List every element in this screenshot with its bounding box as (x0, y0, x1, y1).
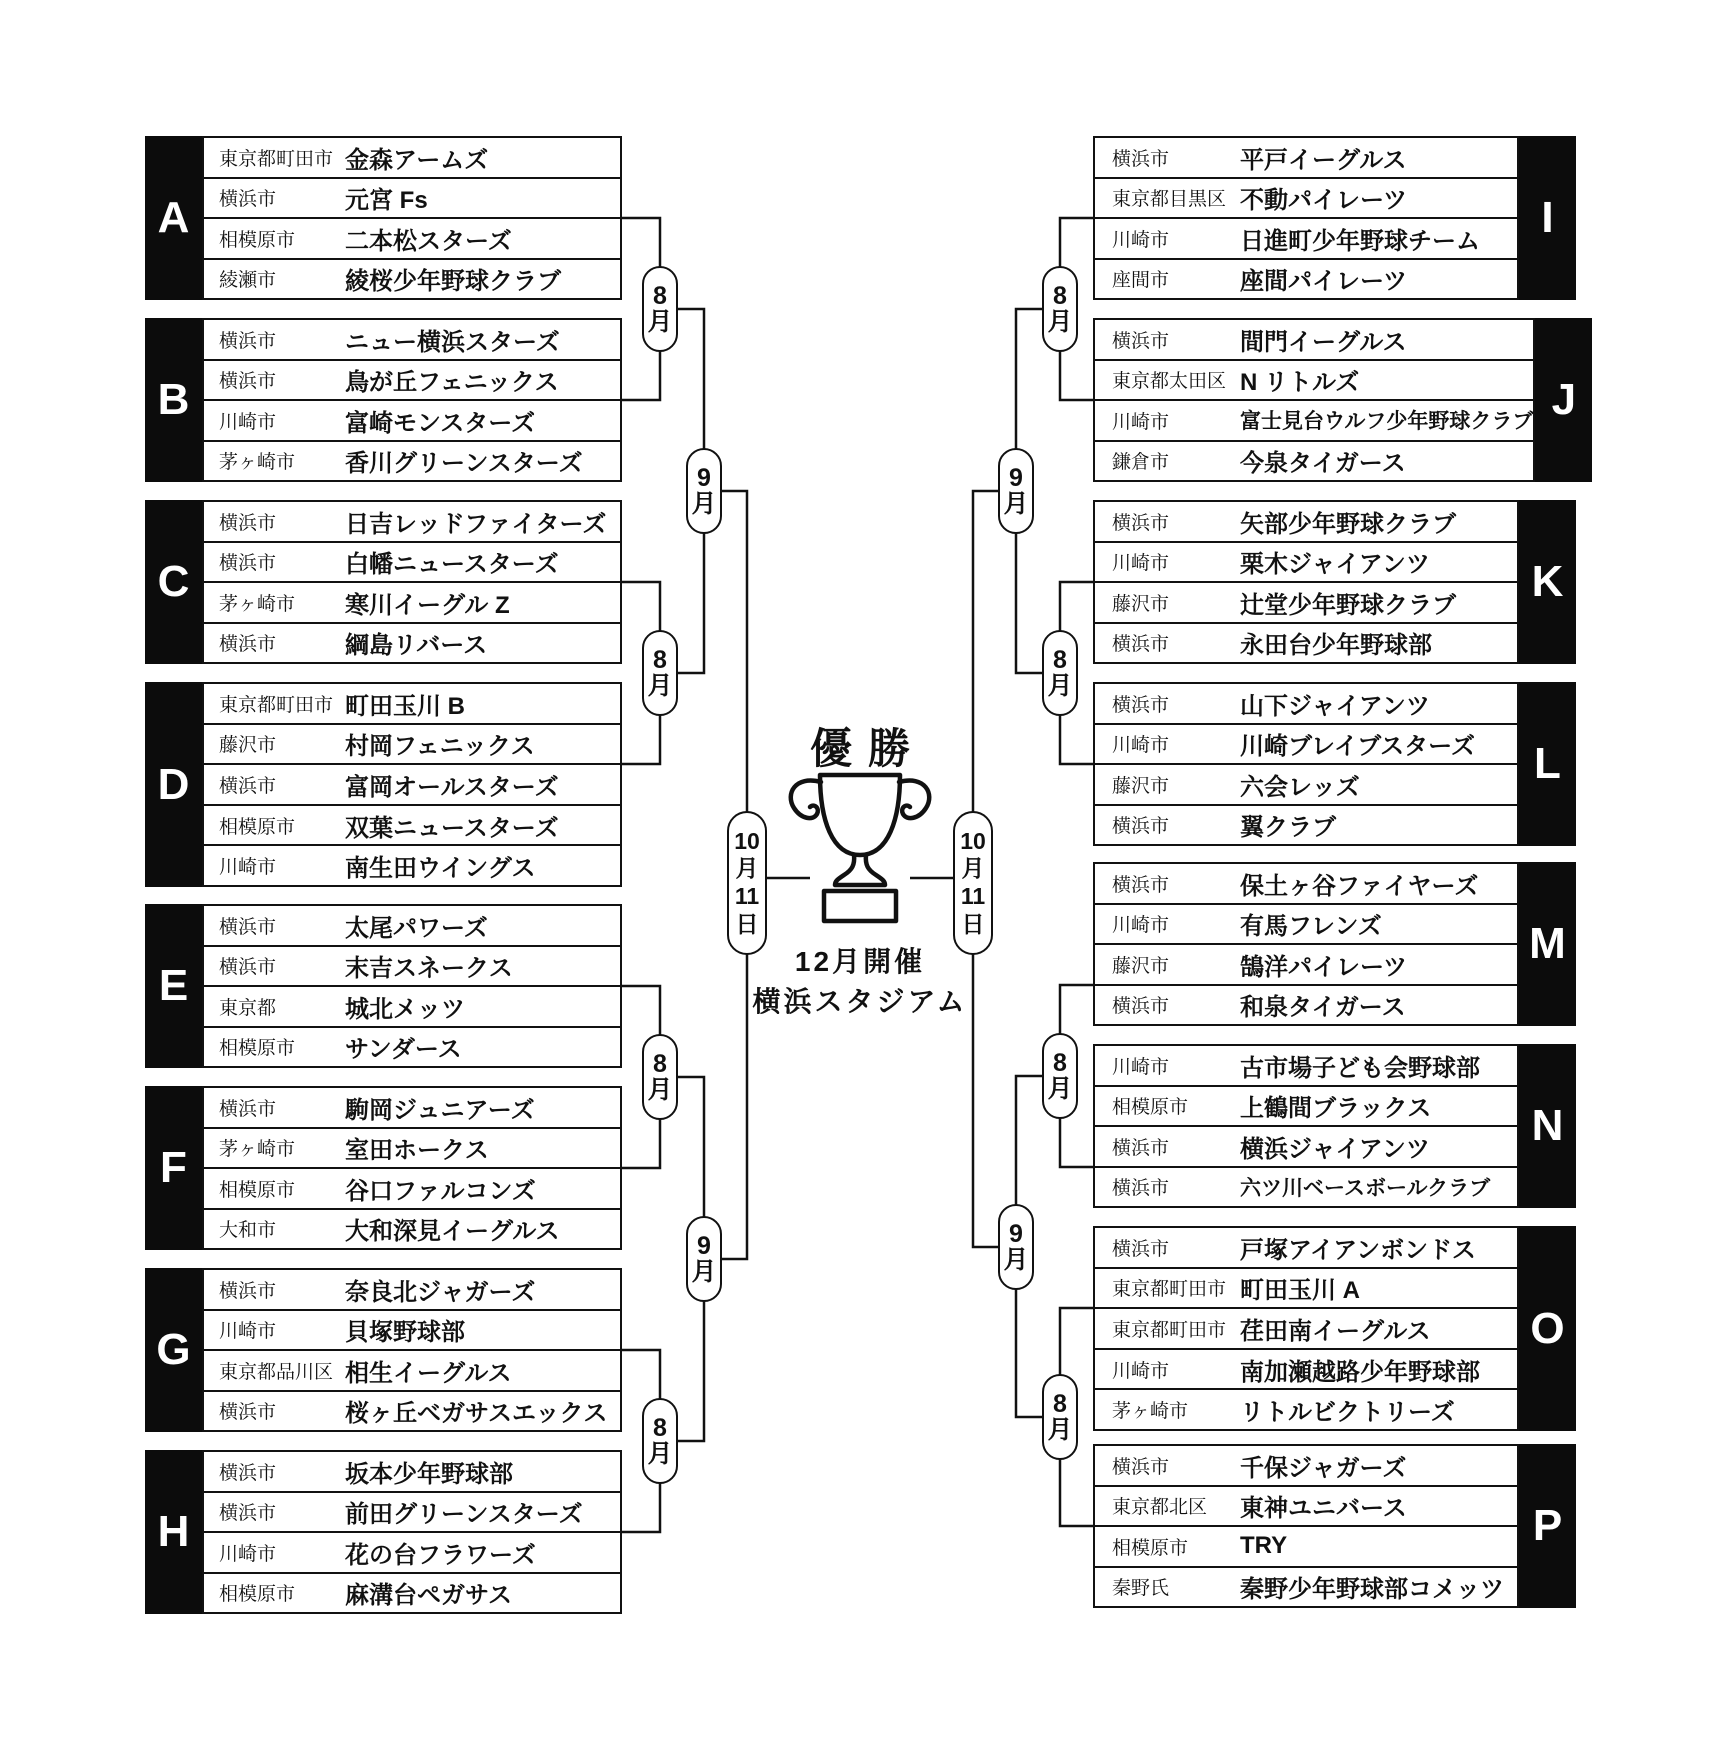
bracket-block-F (145, 1086, 622, 1250)
team-name: 秦野少年野球部コメッツ (1240, 1576, 1504, 1604)
team-city: 横浜市 (219, 1462, 277, 1484)
bracket-block-H (145, 1450, 622, 1614)
match-month-pill (642, 1398, 678, 1484)
team-city: 座間市 (1112, 270, 1170, 292)
team-city: 茅ヶ崎市 (1112, 1401, 1189, 1423)
team-row (204, 1390, 620, 1431)
team-row (204, 1088, 620, 1127)
block-label: E (158, 961, 189, 1010)
pill-char: 月 (647, 308, 673, 336)
team-city: 藤沢市 (1112, 955, 1170, 977)
team-table (1093, 1044, 1519, 1208)
team-name: 綱島リバース (345, 632, 488, 660)
block-label-bar (1519, 500, 1576, 664)
team-table (202, 1268, 622, 1432)
team-row (1095, 1525, 1517, 1566)
match-month-pill (642, 1034, 678, 1120)
final-event-date: 12月開催 (794, 946, 926, 977)
team-row (204, 1167, 620, 1208)
pill-char: 月 (1003, 1246, 1029, 1274)
pill-char: 8 (1053, 645, 1067, 674)
team-city: 横浜市 (219, 1503, 277, 1525)
team-name: 相生イーグルス (345, 1359, 512, 1387)
pill-char: 日 (735, 910, 759, 937)
pill-char: 10 (734, 827, 760, 854)
team-city: 茅ヶ崎市 (219, 593, 296, 615)
pill-char: 8 (653, 1049, 667, 1078)
team-city: 川崎市 (1112, 915, 1170, 937)
team-row (1095, 804, 1517, 845)
team-row (1095, 1307, 1517, 1348)
bracket-block-B (145, 318, 622, 482)
team-city: 川崎市 (1112, 411, 1170, 433)
block-label-bar (1519, 1044, 1576, 1208)
bracket-block-I (1093, 136, 1576, 300)
match-month-pill (1042, 1374, 1078, 1460)
team-name: 前田グリーンスターズ (345, 1501, 583, 1529)
team-row (204, 320, 620, 359)
team-city: 東京都町田市 (219, 148, 334, 170)
team-city: 横浜市 (1112, 874, 1170, 896)
team-city: 横浜市 (219, 330, 277, 352)
team-name: 南生田ウイングス (345, 855, 536, 883)
team-row (1095, 359, 1533, 400)
pill-char: 月 (691, 490, 717, 518)
final-date-pill (727, 811, 767, 955)
team-name: 寒川イーグル Z (345, 591, 510, 619)
team-name: 香川グリーンスターズ (345, 450, 583, 478)
team-table (1093, 1444, 1519, 1608)
pill-char: 8 (653, 645, 667, 674)
team-name: 室田ホークス (345, 1137, 489, 1165)
team-city: 茅ヶ崎市 (219, 452, 296, 474)
block-label-bar (145, 136, 202, 300)
team-city: 横浜市 (1112, 1456, 1170, 1478)
pill-char: 月 (1047, 672, 1073, 700)
team-row (1095, 1046, 1517, 1085)
pill-char: 月 (1047, 1416, 1073, 1444)
pill-char: 日 (961, 910, 985, 937)
team-row (204, 1452, 620, 1491)
team-city: 茅ヶ崎市 (219, 1139, 296, 1161)
block-label-bar (145, 682, 202, 887)
pill-char: 9 (1009, 1219, 1023, 1248)
match-month-pill (686, 1216, 722, 1302)
pill-char: 8 (1053, 281, 1067, 310)
team-name: 日進町少年野球チーム (1240, 227, 1480, 255)
team-city: 横浜市 (1112, 816, 1170, 838)
team-name: 双葉ニュースターズ (345, 814, 559, 842)
team-table (202, 682, 622, 887)
team-table (202, 136, 622, 300)
team-name: 保土ヶ谷ファイヤーズ (1240, 872, 1479, 900)
team-city: 相模原市 (1112, 1097, 1189, 1119)
team-row (1095, 399, 1533, 440)
team-city: 東京都目黒区 (1112, 189, 1227, 211)
team-city: 綾瀬市 (219, 270, 277, 292)
team-city: 横浜市 (219, 1280, 277, 1302)
team-city: 横浜市 (1112, 148, 1170, 170)
team-city: 横浜市 (1112, 1238, 1170, 1260)
block-label: D (157, 759, 190, 809)
block-label-bar (1535, 318, 1592, 482)
team-city: 川崎市 (1112, 229, 1170, 251)
team-name: 山下ジャイアンツ (1240, 692, 1430, 720)
pill-char: 月 (735, 855, 759, 882)
pill-char: 月 (691, 1258, 717, 1286)
team-city: 東京都太田区 (1112, 371, 1227, 393)
team-row (204, 502, 620, 541)
team-name: 二本松スターズ (345, 227, 512, 255)
team-row (1095, 1228, 1517, 1267)
team-city: 相模原市 (219, 816, 296, 838)
block-label-bar (1519, 136, 1576, 300)
team-row (1095, 1166, 1517, 1207)
team-row (204, 581, 620, 622)
team-name: 貝塚野球部 (345, 1319, 465, 1347)
pill-char: 9 (697, 463, 711, 492)
team-city: 横浜市 (219, 1402, 277, 1424)
team-city: 横浜市 (219, 512, 277, 534)
pill-char: 11 (960, 883, 986, 909)
team-name: 大和深見イーグルス (345, 1218, 560, 1246)
team-table (202, 318, 622, 482)
block-label: J (1551, 375, 1577, 424)
team-city: 横浜市 (1112, 512, 1170, 534)
pill-char: 11 (734, 883, 760, 909)
team-row (204, 217, 620, 258)
team-city: 横浜市 (219, 775, 277, 797)
team-city: 東京都町田市 (1112, 1279, 1227, 1301)
team-name: リトルビクトリーズ (1240, 1399, 1455, 1427)
block-label: B (157, 375, 190, 424)
team-city: 秦野氏 (1112, 1578, 1170, 1600)
team-city: 相模原市 (219, 1038, 296, 1060)
team-row (1095, 903, 1517, 944)
block-label-bar (145, 1268, 202, 1432)
team-city: 横浜市 (1112, 1137, 1170, 1159)
team-row (1095, 622, 1517, 663)
bracket-block-P (1093, 1444, 1576, 1608)
block-label: F (160, 1143, 187, 1192)
pill-char: 8 (653, 281, 667, 310)
team-name: 不動パイレーツ (1240, 187, 1408, 215)
team-name: N リトルズ (1240, 369, 1360, 397)
block-label: L (1534, 739, 1561, 788)
team-name: 日吉レッドファイターズ (345, 510, 607, 538)
team-name: 東神ユニバース (1240, 1495, 1407, 1523)
team-name: 六ツ川ベースボールクラブ (1240, 1176, 1491, 1200)
match-month-pill (998, 448, 1034, 534)
team-name: 矢部少年野球クラブ (1240, 510, 1456, 538)
team-row (1095, 581, 1517, 622)
team-row (1095, 1125, 1517, 1166)
team-name: 間門イーグルス (1240, 328, 1407, 356)
team-row (204, 1127, 620, 1168)
team-name: 今泉タイガース (1240, 450, 1406, 478)
block-label: A (157, 193, 190, 242)
team-name: 和泉タイガース (1240, 994, 1406, 1022)
team-row (204, 177, 620, 218)
team-city: 川崎市 (1112, 735, 1170, 757)
team-row (204, 399, 620, 440)
team-row (204, 622, 620, 663)
team-city: 横浜市 (1112, 996, 1170, 1018)
match-month-pill (998, 1204, 1034, 1290)
team-name: 太尾パワーズ (345, 914, 488, 942)
team-name: 末吉スネークス (345, 955, 513, 983)
team-city: 横浜市 (1112, 330, 1170, 352)
team-name: ニュー横浜スターズ (345, 328, 560, 356)
team-table (202, 1086, 622, 1250)
pill-char: 月 (647, 1440, 673, 1468)
pill-char: 月 (961, 855, 985, 882)
team-name: 横浜ジャイアンツ (1240, 1135, 1430, 1163)
team-city: 横浜市 (219, 634, 277, 656)
block-label: O (1530, 1303, 1565, 1353)
team-row (1095, 258, 1517, 299)
bracket-block-K (1093, 500, 1576, 664)
team-row (204, 1572, 620, 1613)
team-city: 川崎市 (1112, 1360, 1170, 1382)
team-city: 川崎市 (219, 1321, 277, 1343)
team-row (1095, 1348, 1517, 1389)
team-row (204, 359, 620, 400)
team-name: 駒岡ジュニアーズ (345, 1096, 535, 1124)
team-row (1095, 1085, 1517, 1126)
team-row (1095, 217, 1517, 258)
block-label: K (1531, 557, 1564, 606)
team-name: 座間パイレーツ (1240, 268, 1408, 296)
team-name: 奈良北ジャガーズ (345, 1278, 536, 1306)
team-name: 金森アームズ (345, 146, 489, 174)
team-row (1095, 177, 1517, 218)
team-name: 白幡ニュースターズ (345, 551, 559, 579)
match-month-pill (1042, 266, 1078, 352)
team-city: 相模原市 (1112, 1537, 1189, 1559)
team-name: 有馬フレンズ (1240, 913, 1382, 941)
pill-char: 月 (1003, 490, 1029, 518)
team-city: 東京都町田市 (219, 694, 334, 716)
team-table (1093, 136, 1519, 300)
team-row (1095, 541, 1517, 582)
block-label-bar (1519, 1444, 1576, 1608)
final-date-pill (953, 811, 993, 955)
team-table (1093, 500, 1519, 664)
block-label-bar (1519, 1226, 1576, 1431)
team-row (1095, 1267, 1517, 1308)
team-name: 翼クラブ (1240, 814, 1336, 842)
block-label: N (1531, 1101, 1564, 1150)
team-table (1093, 1226, 1519, 1431)
team-row (204, 1349, 620, 1390)
team-city: 藤沢市 (1112, 775, 1170, 797)
team-city: 相模原市 (219, 1584, 296, 1606)
team-city: 川崎市 (219, 411, 277, 433)
team-city: 藤沢市 (219, 735, 277, 757)
match-month-pill (642, 630, 678, 716)
block-label-bar (145, 500, 202, 664)
team-name: 綾桜少年野球クラブ (345, 268, 561, 296)
match-month-pill (686, 448, 722, 534)
team-city: 川崎市 (1112, 1056, 1170, 1078)
bracket-block-D (145, 682, 622, 887)
team-row (204, 804, 620, 845)
final-venue: 横浜スタジアム (752, 986, 968, 1017)
team-city: 横浜市 (219, 916, 277, 938)
team-name: 荏田南イーグルス (1240, 1317, 1431, 1345)
bracket-block-J (1093, 318, 1576, 482)
team-name: 町田玉川 A (1240, 1277, 1360, 1305)
team-row (1095, 1388, 1517, 1429)
team-row (204, 1309, 620, 1350)
team-name: 富岡オールスターズ (345, 773, 559, 801)
team-name: 鳥が丘フェニックス (345, 369, 559, 397)
team-row (1095, 138, 1517, 177)
pill-char: 月 (1047, 308, 1073, 336)
team-name: 上鶴間ブラックス (1240, 1095, 1432, 1123)
team-name: 辻堂少年野球クラブ (1240, 591, 1456, 619)
team-name: 古市場子ども会野球部 (1240, 1054, 1480, 1082)
team-name: 平戸イーグルス (1240, 146, 1407, 174)
pill-char: 月 (647, 672, 673, 700)
team-row (1095, 440, 1533, 481)
team-row (1095, 864, 1517, 903)
bracket-block-N (1093, 1044, 1576, 1208)
team-city: 相模原市 (219, 1179, 296, 1201)
pill-char: 8 (653, 1413, 667, 1442)
team-name: 桜ヶ丘ベガサスエックス (345, 1400, 608, 1428)
team-city: 大和市 (219, 1220, 277, 1242)
team-row (204, 1531, 620, 1572)
team-row (1095, 1446, 1517, 1485)
team-row (1095, 1566, 1517, 1607)
trophy-icon (785, 770, 935, 926)
bracket-block-G (145, 1268, 622, 1432)
team-name: 谷口ファルコンズ (345, 1177, 536, 1205)
team-name: 坂本少年野球部 (345, 1460, 513, 1488)
team-name: 村岡フェニックス (345, 733, 535, 761)
team-city: 川崎市 (219, 857, 277, 879)
pill-char: 8 (1053, 1048, 1067, 1077)
team-city: 横浜市 (219, 371, 277, 393)
team-row (204, 258, 620, 299)
team-city: 横浜市 (219, 957, 277, 979)
team-city: 藤沢市 (1112, 593, 1170, 615)
team-city: 相模原市 (219, 229, 296, 251)
block-label-bar (145, 1086, 202, 1250)
team-name: 千保ジャガーズ (1240, 1454, 1407, 1482)
team-row (204, 844, 620, 885)
block-label: G (156, 1325, 191, 1374)
team-name: 永田台少年野球部 (1240, 632, 1432, 660)
team-name: 栗木ジャイアンツ (1240, 551, 1430, 579)
team-city: 鎌倉市 (1112, 452, 1170, 474)
team-city: 東京都品川区 (219, 1361, 334, 1383)
team-row (204, 440, 620, 481)
team-city: 東京都町田市 (1112, 1319, 1227, 1341)
team-row (204, 1208, 620, 1249)
team-name: 元宮 Fs (345, 187, 428, 215)
team-city: 横浜市 (1112, 634, 1170, 656)
bracket-block-C (145, 500, 622, 664)
match-month-pill (1042, 630, 1078, 716)
team-name: 花の台フラワーズ (345, 1541, 536, 1569)
team-city: 横浜市 (219, 553, 277, 575)
pill-char: 10 (960, 827, 986, 854)
team-row (204, 1491, 620, 1532)
match-month-pill (642, 266, 678, 352)
team-city: 横浜市 (219, 1098, 277, 1120)
team-city: 川崎市 (219, 1543, 277, 1565)
team-row (1095, 502, 1517, 541)
team-city: 横浜市 (1112, 1178, 1170, 1200)
bracket-block-A (145, 136, 622, 300)
pill-char: 月 (1047, 1075, 1073, 1103)
block-label: I (1541, 193, 1554, 242)
team-name: 鵠洋パイレーツ (1240, 953, 1408, 981)
team-name: 富崎モンスターズ (345, 409, 536, 437)
block-label: H (157, 1507, 190, 1556)
block-label-bar (145, 1450, 202, 1614)
team-row (204, 541, 620, 582)
pill-char: 月 (647, 1076, 673, 1104)
team-name: 町田玉川 B (345, 692, 465, 720)
pill-char: 8 (1053, 1389, 1067, 1418)
team-name: サンダース (345, 1036, 462, 1064)
team-city: 横浜市 (1112, 694, 1170, 716)
team-city: 川崎市 (1112, 553, 1170, 575)
team-row (1095, 320, 1533, 359)
champion-title: 優勝 (809, 725, 926, 772)
team-city: 東京都 (219, 997, 277, 1019)
team-city: 東京都北区 (1112, 1497, 1208, 1519)
pill-char: 9 (697, 1231, 711, 1260)
team-table (1093, 318, 1535, 482)
match-month-pill (1042, 1033, 1078, 1119)
team-name: 六会レッズ (1240, 773, 1360, 801)
bracket-block-O (1093, 1226, 1576, 1431)
team-table (202, 1450, 622, 1614)
team-row (1095, 1485, 1517, 1526)
team-name: 富士見台ウルフ少年野球クラブ (1240, 410, 1534, 434)
team-name: 城北メッツ (345, 995, 465, 1023)
pill-char: 9 (1009, 463, 1023, 492)
team-name: 麻溝台ペガサス (345, 1582, 513, 1610)
team-row (204, 1270, 620, 1309)
team-name: 南加瀬越路少年野球部 (1240, 1358, 1480, 1386)
team-row (204, 906, 620, 945)
team-city: 横浜市 (219, 189, 277, 211)
block-label: P (1532, 1501, 1563, 1550)
team-table (202, 500, 622, 664)
team-name: 川崎ブレイブスターズ (1240, 733, 1475, 761)
block-label-bar (145, 318, 202, 482)
block-label: C (157, 557, 190, 606)
team-row (204, 1026, 620, 1067)
team-name: 戸塚アイアンボンドス (1240, 1236, 1476, 1264)
team-name: TRY (1240, 1532, 1288, 1560)
team-row (204, 138, 620, 177)
block-label: M (1529, 919, 1566, 968)
